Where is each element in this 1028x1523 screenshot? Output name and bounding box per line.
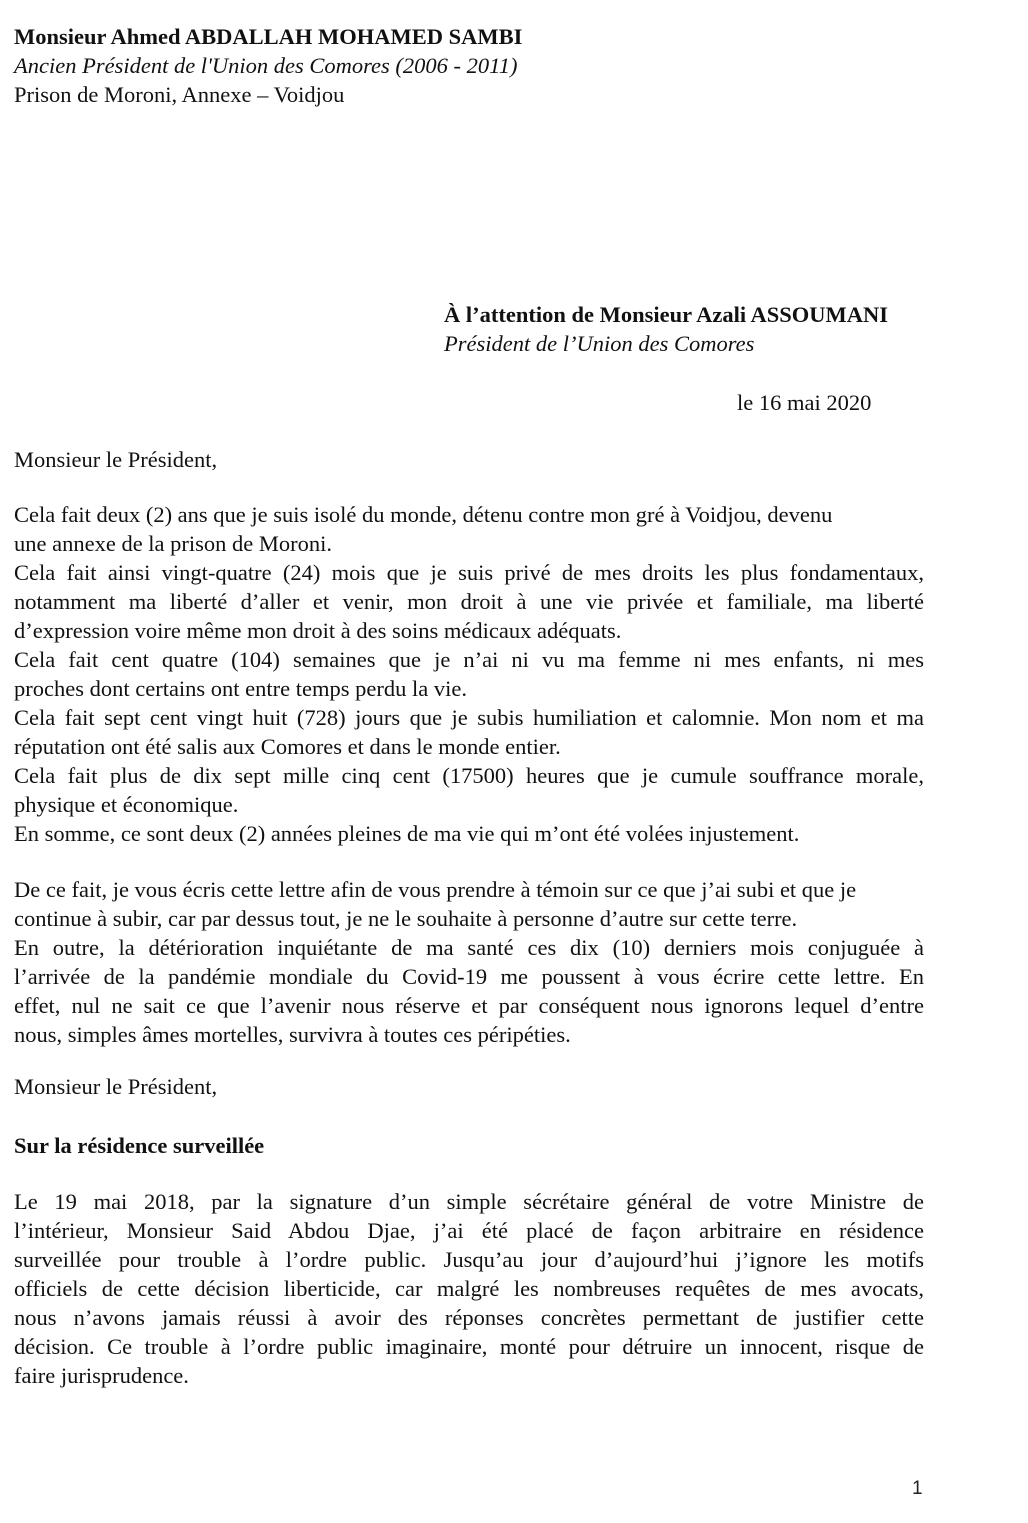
- letter-date: [737, 388, 937, 417]
- sender-title: Ancien Président de l'Union des Comores (2006 - 2011): [14, 53, 518, 78]
- paragraph-line: l’intérieur, Monsieur Said Abdou Djae, j’ai été placé de façon arbitraire en résidence: [14, 1218, 924, 1243]
- recipient-block: [444, 300, 944, 358]
- paragraph-line: En outre, la détérioration inquiétante de ma santé ces dix (10) derniers mois conjuguée à: [14, 935, 924, 960]
- salutation-text: Monsieur le Président,: [14, 1074, 218, 1099]
- recipient-attention: À l’attention de Monsieur Azali ASSOUMANI: [444, 302, 888, 327]
- paragraph-detention-duration: [14, 500, 924, 848]
- paragraph-line: En somme, ce sont deux (2) années pleines de ma vie qui m’ont été volées injustement.: [14, 821, 800, 846]
- paragraph-line: nous, simples âmes mortelles, survivra à toutes ces péripéties.: [14, 1022, 571, 1047]
- paragraph-line: proches dont certains ont entre temps perdu la vie.: [14, 676, 467, 701]
- paragraph-line: réputation ont été salis aux Comores et dans le monde entier.: [14, 734, 561, 759]
- paragraph-line: physique et économique.: [14, 792, 239, 817]
- paragraph-line: surveillée pour trouble à l’ordre public. Jusqu’au jour d’aujourd’hui j’ignore les motifs: [14, 1247, 924, 1272]
- sender-name: Monsieur Ahmed ABDALLAH MOHAMED SAMBI: [14, 24, 523, 49]
- paragraph-line: une annexe de la prison de Moroni.: [14, 531, 333, 556]
- paragraph-line: Cela fait cent quatre (104) semaines que je n’ai ni vu ma femme ni mes enfants, ni mes: [14, 647, 924, 672]
- paragraph-line: Le 19 mai 2018, par la signature d’un simple sécrétaire général de votre Ministre de: [14, 1189, 924, 1214]
- paragraph-line: faire jurisprudence.: [14, 1363, 189, 1388]
- salutation-second: [14, 1072, 924, 1101]
- paragraph-line: effet, nul ne sait ce que l’avenir nous réserve et par conséquent nous ignorons lequel d’entre: [14, 993, 924, 1018]
- salutation-text: Monsieur le Président,: [14, 447, 218, 472]
- paragraph-line: Cela fait ainsi vingt-quatre (24) mois que je suis privé de mes droits les plus fondamentaux,: [14, 560, 924, 585]
- paragraph-line: Cela fait deux (2) ans que je suis isolé du monde, détenu contre mon gré à Voidjou, devenu: [14, 502, 833, 527]
- paragraph-line: décision. Ce trouble à l’ordre public imaginaire, monté pour détruire un innocent, risque de: [14, 1334, 924, 1359]
- paragraph-line: officiels de cette décision liberticide, car malgré les nombreuses requêtes de mes avocats,: [14, 1276, 924, 1301]
- paragraph-line: d’expression voire même mon droit à des soins médicaux adéquats.: [14, 618, 622, 643]
- paragraph-line: De ce fait, je vous écris cette lettre afin de vous prendre à témoin sur ce que j’ai subi et que je: [14, 877, 857, 902]
- paragraph-house-arrest: [14, 1187, 924, 1390]
- paragraph-line: Cela fait sept cent vingt huit (728) jours que je subis humiliation et calomnie. Mon nom et ma: [14, 705, 924, 730]
- page-number: 1: [912, 1478, 923, 1499]
- paragraph-line: notamment ma liberté d’aller et venir, mon droit à une vie privée et familiale, ma liberté: [14, 589, 924, 614]
- salutation-opening: [14, 445, 924, 474]
- recipient-title: Président de l’Union des Comores: [444, 331, 755, 356]
- paragraph-line: l’arrivée de la pandémie mondiale du Covid-19 me poussent à vous écrire cette lettre. En: [14, 964, 924, 989]
- date-text: le 16 mai 2020: [737, 390, 872, 415]
- section-heading: [14, 1131, 924, 1160]
- paragraph-purpose: [14, 875, 924, 1049]
- paragraph-line: nous n’avons jamais réussi à avoir des réponses concrètes permettant de justifier cette: [14, 1305, 924, 1330]
- sender-address: Prison de Moroni, Annexe – Voidjou: [14, 82, 345, 107]
- paragraph-line: Cela fait plus de dix sept mille cinq cent (17500) heures que je cumule souffrance morale,: [14, 763, 924, 788]
- paragraph-line: continue à subir, car par dessus tout, je ne le souhaite à personne d’autre sur cette terre.: [14, 906, 798, 931]
- sender-block: [14, 22, 924, 109]
- section-heading-text: Sur la résidence surveillée: [14, 1133, 265, 1158]
